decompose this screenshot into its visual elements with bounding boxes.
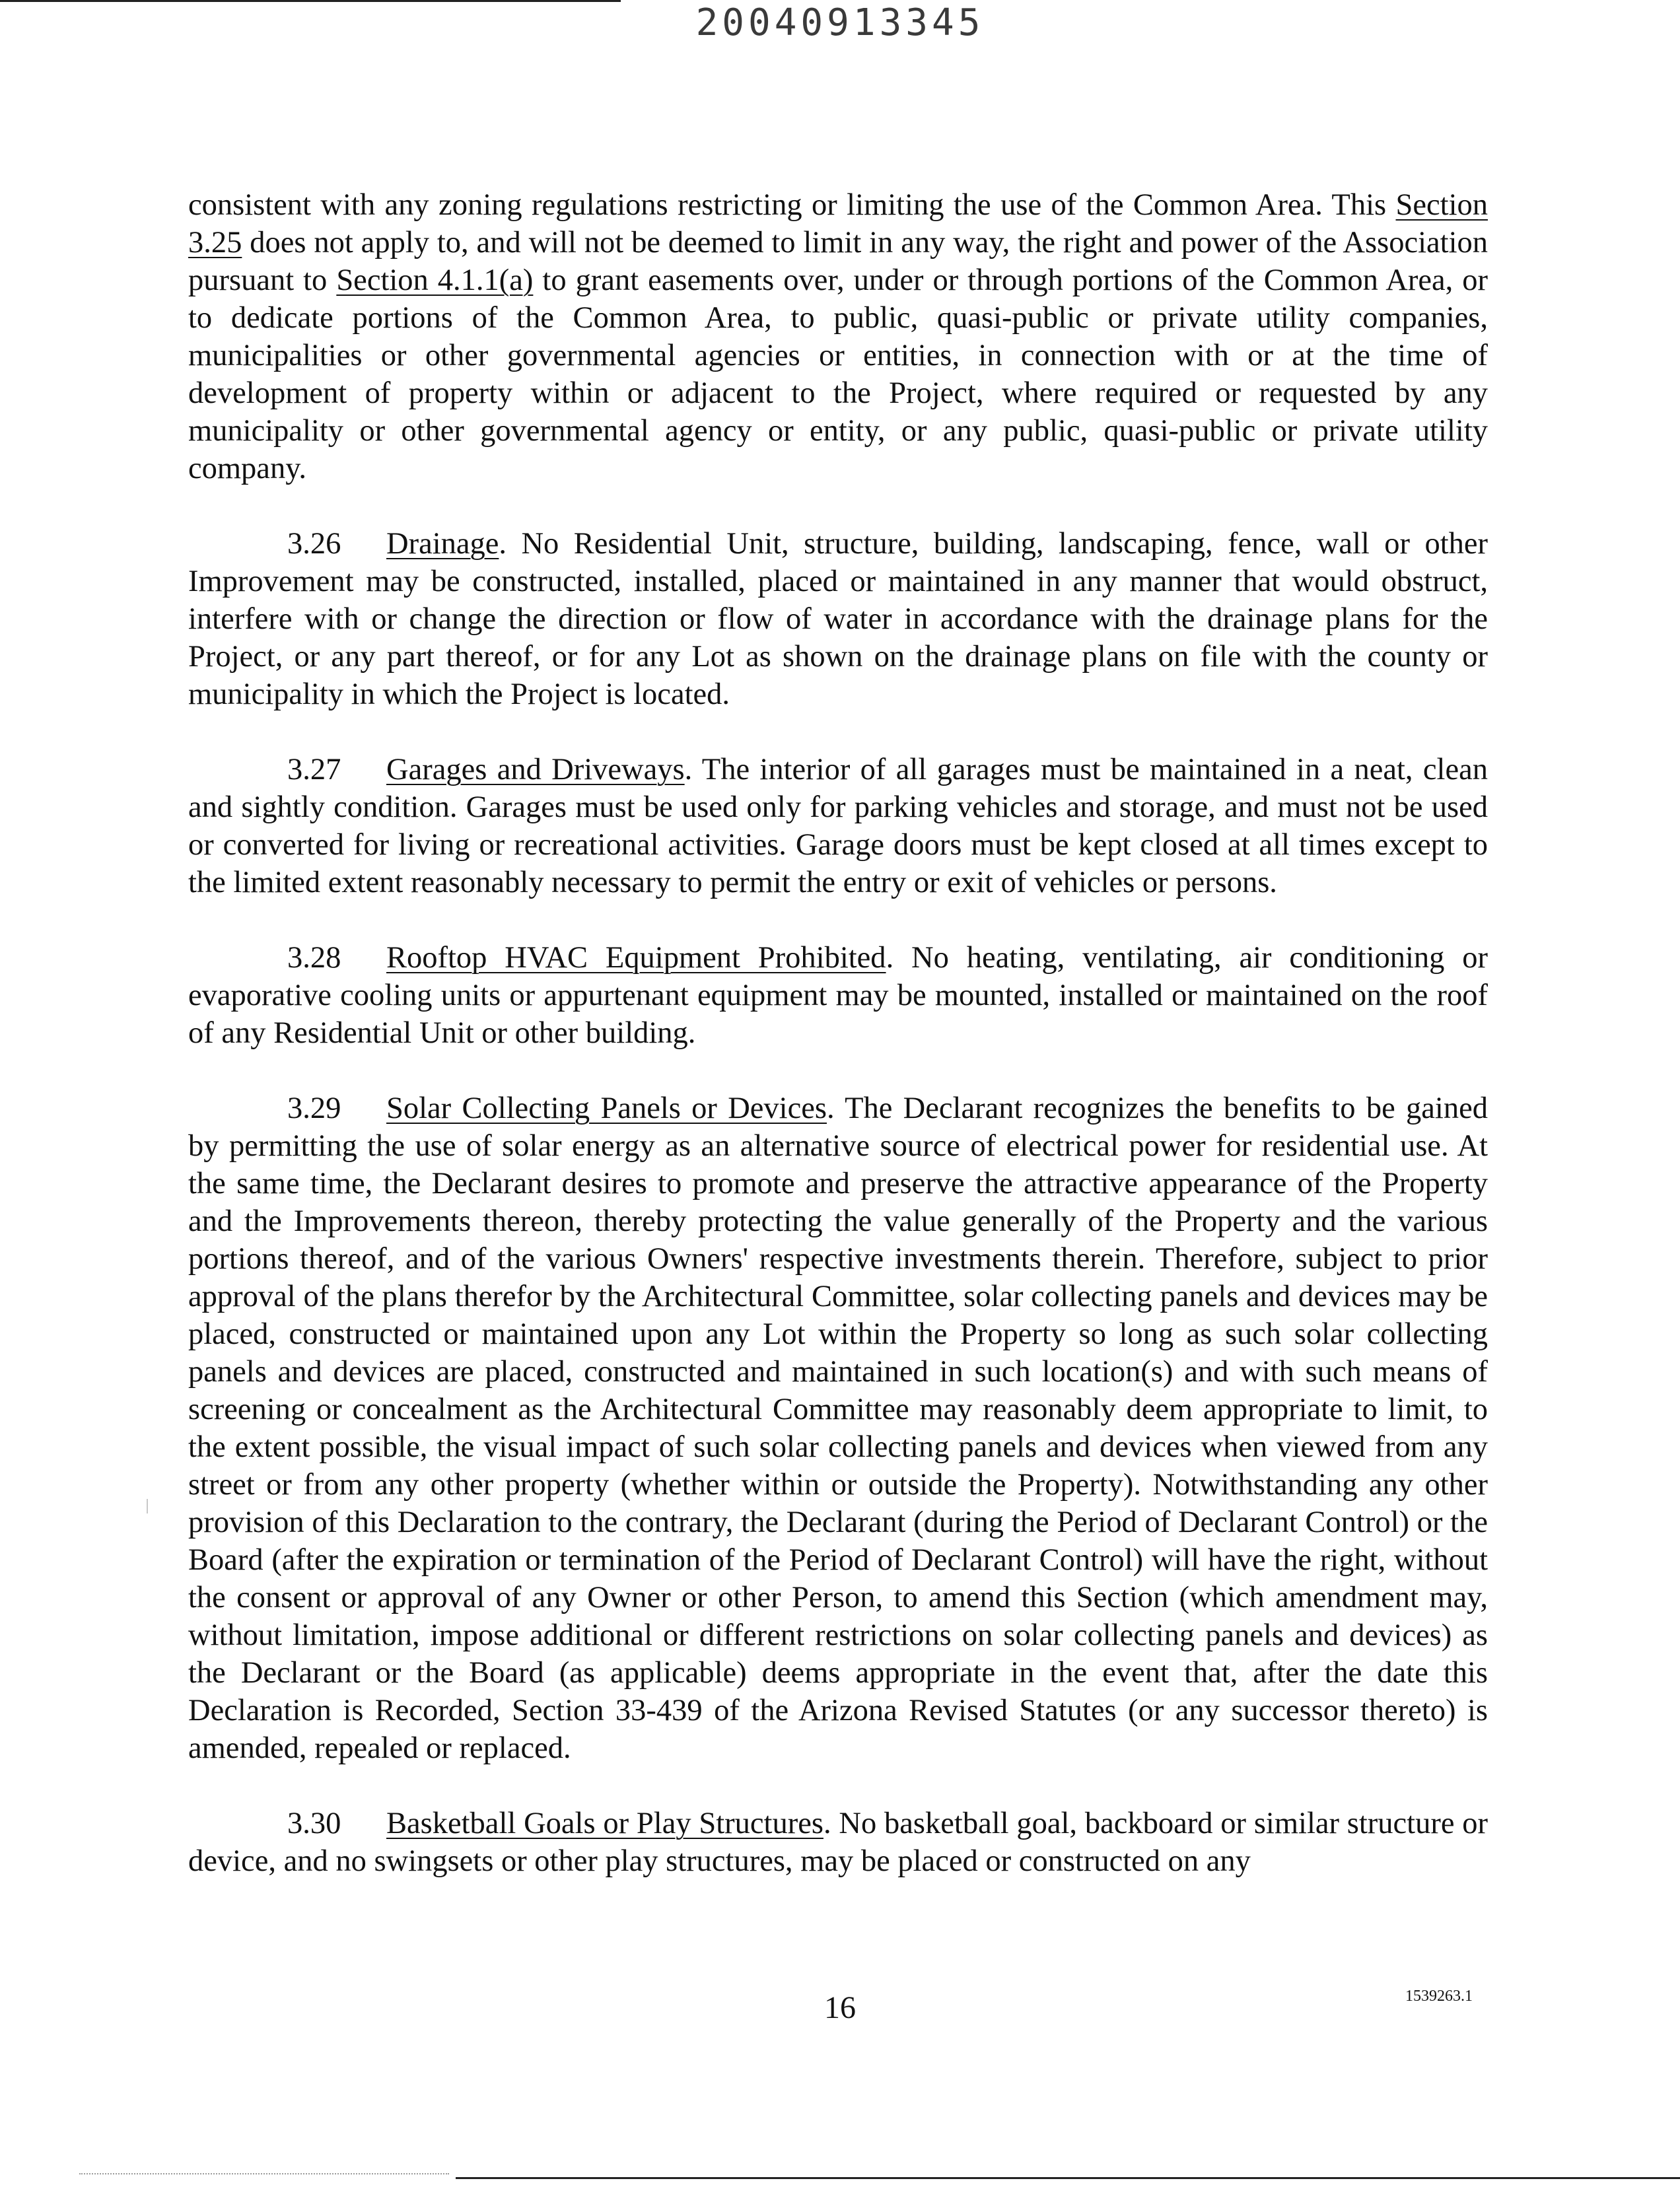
section-reference-3-25: Section 3.25	[188, 188, 1488, 260]
section-3-27	[188, 751, 1488, 901]
recording-number: 20040913345	[695, 1, 985, 44]
intro-text: to grant easements over, under or through portions of the Common Area, or to dedicate portions of the Common Area, to public, quasi-public or private utility companies, municipalities or other governmental agencies or entities, in connection with or at the time of development of property within or adjacent to the Project, where required or requested by any municipality or other governmental agency or entity, or any public, quasi-public or private utility company.	[188, 263, 1488, 485]
intro-text: does not apply to, and will not be deemed to limit in any way, the right and power of the Association pursuant to	[188, 226, 1488, 297]
intro-paragraph	[188, 186, 1488, 487]
section-title: Drainage	[386, 527, 499, 561]
section-3-28	[188, 939, 1488, 1052]
section-reference-4-1-1a: Section 4.1.1(a)	[336, 263, 534, 297]
section-3-26	[188, 525, 1488, 713]
scan-speck	[147, 1499, 148, 1513]
bottom-border-rule	[456, 2177, 1680, 2179]
scan-artifact-dots	[79, 2173, 449, 2174]
section-body: . No basketball goal, backboard or similar structure or device, and no swingsets or other play structures, may be placed or constructed on any	[188, 1807, 1488, 1878]
section-title: Basketball Goals or Play Structures	[386, 1807, 823, 1840]
intro-text: consistent with any zoning regulations restricting or limiting the use of the Common Area. This	[188, 188, 1396, 222]
section-number: 3.29	[287, 1092, 341, 1125]
section-number: 3.30	[287, 1807, 341, 1840]
document-id: 1539263.1	[1405, 1988, 1473, 2005]
page-number: 16	[824, 1990, 856, 2025]
section-number: 3.26	[287, 527, 341, 561]
document-body	[188, 186, 1488, 1918]
section-body: . The Declarant recognizes the benefits to be gained by permitting the use of solar energy as an alternative source of electrical power for residential use. At the same time, the Declarant desires to promote and preserve the attractive appearance of the Property and the Improvements thereon, thereby protecting the value generally of the Property and the various portions thereof, and of the various Owners' respective investments therein. Therefore, subject to prior approval of the plans therefor by the Architectural Committee, solar collecting panels and devices may be placed, constructed or maintained upon any Lot within the Property so long as such solar collecting panels and devices are placed, constructed and maintained in such location(s) and with such means of screening or concealment as the Architectural Committee may reasonably deem appropriate to limit, to the extent possible, the visual impact of such solar collecting panels and devices when viewed from any street or from any other property (whether within or outside the Property). Notwithstanding any other provision of this Declaration to the contrary, the Declarant (during the Period of Declarant Control) or the Board (after the expiration or termination of the Period of Declarant Control) will have the right, without the consent or approval of any Owner or other Person, to amend this Section (which amendment may, without limitation, impose additional or different restrictions on solar collecting panels and devices) as the Declarant or the Board (as applicable) deems appropriate in the event that, after the date this Declaration is Recorded, Section 33-439 of the Arizona Revised Statutes (or any successor thereto) is amended, repealed or replaced.	[188, 1092, 1488, 1765]
section-body: . No heating, ventilating, air conditioning or evaporative cooling units or appurtenant equipment may be mounted, installed or maintained on the roof of any Residential Unit or other building.	[188, 941, 1488, 1050]
section-title: Garages and Driveways	[386, 753, 685, 786]
section-title: Solar Collecting Panels or Devices	[386, 1092, 827, 1125]
section-number: 3.28	[287, 941, 341, 975]
section-number: 3.27	[287, 753, 341, 786]
section-3-30	[188, 1805, 1488, 1880]
section-body: . The interior of all garages must be maintained in a neat, clean and sightly condition. Garages must be used only for parking vehicles and storage, and must not be used or converted for living or recreational activities. Garage doors must be kept closed at all times except to the limited extent reasonably necessary to permit the entry or exit of vehicles or persons.	[188, 753, 1488, 899]
section-body: . No Residential Unit, structure, building, landscaping, fence, wall or other Improvement may be constructed, installed, placed or maintained in any manner that would obstruct, interfere with or change the direction or flow of water in accordance with the drainage plans for the Project, or any part thereof, or for any Lot as shown on the drainage plans on file with the county or municipality in which the Project is located.	[188, 527, 1488, 711]
section-title: Rooftop HVAC Equipment Prohibited	[386, 941, 886, 975]
section-3-29	[188, 1090, 1488, 1767]
